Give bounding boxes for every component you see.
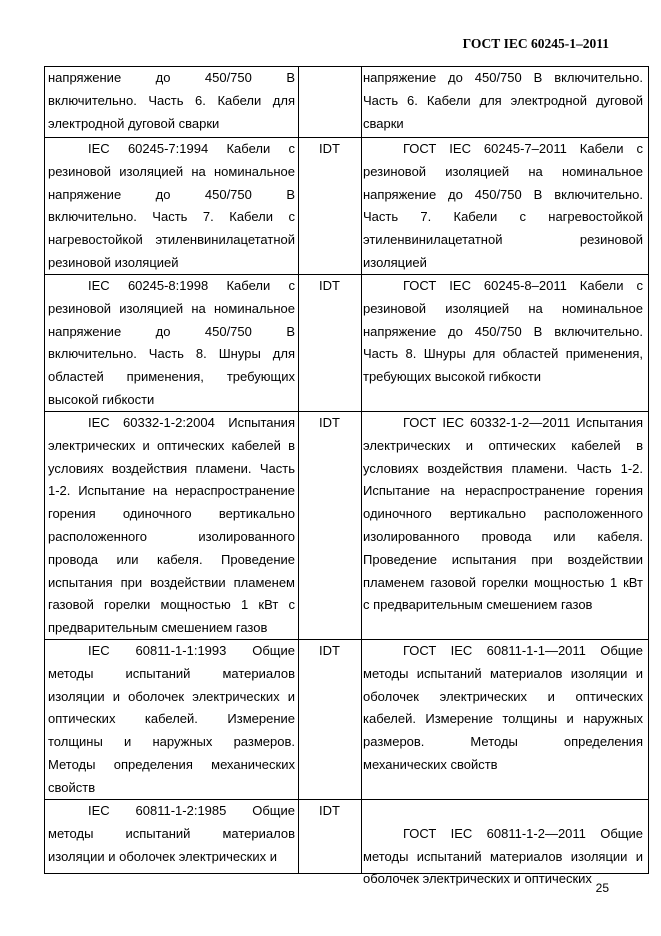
cell-line: включительно. Часть 6. Кабели для — [48, 92, 295, 108]
cell-line: изоляции и оболочек электрических и — [48, 848, 277, 864]
cell-line: условиях воздействия пламени. Часть — [48, 460, 295, 476]
cell-line: Проведение испытания при воздействии — [363, 551, 643, 567]
cell-line: электрических и оптических кабелей в — [363, 437, 643, 453]
cell-line: Часть 8. Шнуры для областей применения, — [363, 346, 643, 362]
cell-line: IEC 60245-8:1998 Кабели с — [88, 278, 295, 293]
cell-line: ГОСТ IEC 60245-8–2011 Кабели с — [403, 278, 643, 293]
interstate-standard-cell — [363, 412, 643, 617]
cell-line: электрических и оптических кабелей в — [48, 437, 295, 453]
cell-line: IEC 60811-1-2:1985 Общие — [88, 803, 295, 818]
cell-line: оболочек электрических и оптических — [363, 871, 592, 887]
international-standard-cell — [48, 138, 295, 275]
interstate-standard-cell — [363, 275, 643, 389]
international-standard-cell — [48, 275, 295, 412]
cell-line: испытания при воздействии пламенем — [48, 574, 295, 590]
cell-line: областей применения, требующих — [48, 369, 295, 385]
cell-line: требующих высокой гибкости — [363, 369, 542, 385]
cell-line: включительно. Часть 8. Шнуры для — [48, 346, 295, 362]
cell-line: провода или кабеля. Проведение — [48, 551, 295, 567]
cell-line: Испытание на нераспространение горения — [363, 483, 643, 499]
cell-line: напряжение до 450/750 В включительно. — [363, 186, 643, 202]
correspondence-degree-cell: IDT — [319, 803, 340, 818]
cell-line: Часть 7. Кабели с нагревостойкой — [363, 209, 643, 225]
cell-line: IEC 60245-7:1994 Кабели с — [88, 141, 295, 156]
correspondence-degree-cell: IDT — [319, 278, 340, 293]
correspondence-degree-cell: IDT — [319, 415, 340, 430]
cell-line: сварки — [363, 115, 404, 131]
cell-line: этиленвинилацетатной резиновой — [363, 232, 643, 248]
cell-line: IEC 60811-1-1:1993 Общие — [88, 643, 295, 658]
cell-line: резиновой изоляцией на номинальное — [363, 300, 643, 316]
column-divider-1 — [298, 67, 299, 873]
cell-line: электродной дуговой сварки — [48, 115, 220, 131]
international-standard-cell — [48, 67, 295, 135]
cell-line: изоляцией — [363, 254, 427, 270]
cell-line: напряжение до 450/750 В — [48, 186, 295, 202]
cell-line: напряжение до 450/750 В — [48, 70, 295, 85]
cell-line: Часть 6. Кабели для электродной дуговой — [363, 92, 643, 108]
cell-line: горения одиночного вертикально — [48, 506, 295, 522]
cell-line — [363, 800, 643, 823]
cell-line: с предварительным смешением газов — [363, 597, 593, 613]
cell-line: ГОСТ IEC 60811-1-1—2011 Общие — [403, 643, 643, 658]
cell-line: резиновой изоляцией на номинальное — [48, 300, 295, 316]
table-row — [45, 137, 648, 270]
cell-line: высокой гибкости — [48, 391, 155, 407]
international-standard-cell — [48, 800, 295, 868]
table-row — [45, 274, 648, 407]
cell-line: включительно. Часть 7. Кабели с — [48, 209, 295, 225]
cell-line: резиновой изоляцией на номинальное — [363, 163, 643, 179]
column-divider-2 — [361, 67, 362, 873]
table-row — [45, 799, 648, 887]
cell-line: толщины и наружных размеров. — [48, 734, 295, 750]
cell-line: изолированного провода или кабеля. — [363, 528, 643, 544]
cell-line: IEC 60332-1-2:2004 Испытания — [88, 415, 295, 430]
cell-line: напряжение до 450/750 В включительно. — [363, 323, 643, 339]
cell-line: ГОСТ IEC 60332-1-2—2011 Испытания — [403, 415, 643, 430]
cell-line: условиях воздействия пламени. Часть 1-2. — [363, 460, 643, 476]
cell-line: пламенем газовой горелки мощностью 1 кВт — [363, 574, 643, 590]
cell-line: предварительным смешением газов — [48, 620, 268, 636]
cell-line: изоляции и оболочек электрических и — [48, 688, 295, 704]
table-row — [45, 411, 648, 636]
interstate-standard-cell — [363, 138, 643, 275]
cell-line: оптических кабелей. Измерение — [48, 711, 295, 727]
cell-line: 1-2. Испытание на нераспространение — [48, 483, 295, 499]
correspondence-degree-cell: IDT — [319, 643, 340, 658]
cell-line: методы испытаний материалов — [48, 825, 295, 841]
cell-line: газовой горелки мощностью 1 кВт с — [48, 597, 295, 613]
interstate-standard-cell — [363, 67, 643, 135]
standards-correspondence-table — [44, 66, 649, 887]
document-header: ГОСТ IEC 60245-1–2011 — [462, 36, 609, 51]
cell-line: методы испытаний материалов изоляции и — [363, 665, 643, 681]
cell-line: свойств — [48, 779, 96, 795]
cell-line: резиновой изоляцией — [48, 254, 179, 270]
correspondence-degree-cell: IDT — [319, 141, 340, 156]
cell-line: расположенного изолированного — [48, 528, 295, 544]
cell-line: одиночного вертикально расположенного — [363, 506, 643, 522]
page-number: 25 — [595, 881, 609, 895]
interstate-standard-cell — [363, 800, 643, 891]
international-standard-cell — [48, 640, 295, 800]
cell-line: методы испытаний материалов — [48, 665, 295, 681]
international-standard-cell — [48, 412, 295, 640]
cell-line: резиновой изоляцией на номинальное — [48, 163, 295, 179]
table-row — [45, 639, 648, 795]
cell-line: напряжение до 450/750 В — [48, 323, 295, 339]
cell-line: методы испытаний материалов изоляции и — [363, 848, 643, 864]
cell-line: кабелей. Измерение толщины и наружных — [363, 711, 643, 727]
cell-line: нагревостойкой этиленвинилацетатной — [48, 232, 295, 248]
cell-line: ГОСТ IEC 60245-7–2011 Кабели с — [403, 141, 643, 156]
cell-line: механических свойств — [363, 756, 498, 772]
interstate-standard-cell — [363, 640, 643, 777]
cell-line: ГОСТ IEC 60811-1-2—2011 Общие — [403, 825, 643, 841]
cell-line: оболочек электрических и оптических — [363, 688, 643, 704]
cell-line: Методы определения механических — [48, 756, 295, 772]
cell-line: размеров. Методы определения — [363, 734, 643, 750]
cell-line: напряжение до 450/750 В включительно. — [363, 70, 643, 85]
